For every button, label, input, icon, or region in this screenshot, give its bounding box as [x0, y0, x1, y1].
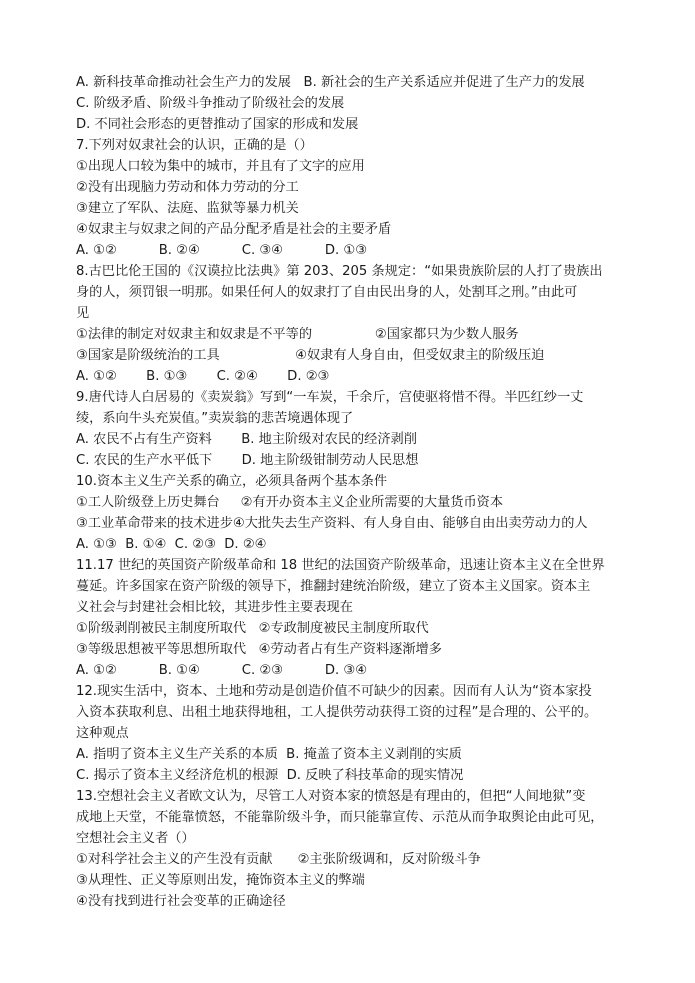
q9-stem-line-1: 9.唐代诗人白居易的《卖炭翁》写到“一车炭，千余斤，宫使驱将惜不得。半匹红纱一丈: [76, 390, 584, 405]
q9-stem-line-2: 绫，系向牛头充炭值。”卖炭翁的悲苦境遇体现了: [76, 411, 354, 426]
q13-statement-4: ④没有找到进行社会变革的正确途径: [76, 894, 286, 909]
q11-stem-line-3: 义社会与封建社会相比较，其进步性主要表现在: [76, 600, 353, 615]
q7-statement-2: ②没有出现脑力劳动和体力劳动的分工: [76, 180, 299, 195]
q7-statement-4: ④奴隶主与奴隶之间的产品分配矛盾是社会的主要矛盾: [76, 222, 392, 237]
q6-option-d: D. 不同社会形态的更替推动了国家的形成和发展: [76, 117, 359, 132]
q12-stem-line-3: 这种观点: [76, 726, 129, 741]
q9-options-cd: C. 农民的生产水平低下 D. 地主阶级钳制劳动人民思想: [76, 453, 419, 468]
q9-options-ab: A. 农民不占有生产资料 B. 地主阶级对农民的经济剥削: [76, 432, 417, 447]
q8-options: A. ①② B. ①③ C. ②④ D. ②③: [76, 369, 330, 384]
q8-stem-line-1: 8.古巴比伦王国的《汉谟拉比法典》第 203、205 条规定：“如果贵族阶层的人打了贵族出: [76, 264, 603, 279]
q13-statement-3: ③从理性、正义等原则出发，掩饰资本主义的弊端: [76, 873, 365, 888]
q10-options: A. ①③ B. ①④ C. ②③ D. ②④: [76, 537, 267, 552]
q12-options-ab: A. 指明了资本主义生产关系的本质 B. 掩盖了资本主义剥削的实质: [76, 747, 462, 762]
q11-stem-line-2: 蔓延。许多国家在资产阶级的领导下，推翻封建统治阶级，建立了资本主义国家。资本主: [76, 579, 591, 594]
q8-stem-line-2: 身的人，须罚银一明那。如果任何人的奴隶打了自由民出身的人，处割耳之刑。”由此可: [76, 285, 578, 300]
q13-stem-line-1: 13.空想社会主义者欧文认为，尽管工人对资本家的愤怒是有理由的，但把“人间地狱”变: [76, 789, 586, 804]
q11-stem-line-1: 11.17 世纪的英国资产阶级革命和 18 世纪的法国资产阶级革命，迅速让资本主义在全世界: [76, 558, 605, 573]
q7-stem: 7.下列对奴隶社会的认识，正确的是（）: [76, 138, 313, 153]
q13-stem-line-2: 成地上天堂，不能靠愤怒，不能靠阶级斗争，而只能靠宣传、示范从而争取舆论由此可见，: [76, 810, 604, 825]
q8-statements-1-2: ①法律的制定对奴隶主和奴隶是不平等的 ②国家都只为少数人服务: [76, 327, 519, 342]
q13-stem-line-3: 空想社会主义者（）: [76, 831, 195, 846]
q12-stem-line-1: 12.现实生活中，资本、土地和劳动是创造价值不可缺少的因素。因而有人认为“资本家投: [76, 684, 592, 699]
q10-stem: 10.资本主义生产关系的确立，必须具备两个基本条件: [76, 474, 388, 489]
q11-statements-3-4: ③等级思想被平等思想所取代 ④劳动者占有生产资料逐渐增多: [76, 642, 442, 657]
q13-statements-1-2: ①对科学社会主义的产生没有贡献 ②主张阶级调和，反对阶级斗争: [76, 852, 481, 867]
q6-option-c: C. 阶级矛盾、阶级斗争推动了阶级社会的发展: [76, 96, 345, 111]
q8-stem-line-3: 见: [76, 306, 90, 321]
q12-stem-line-2: 入资本获取利息、出租土地获得地租，工人提供劳动获得工资的过程”是合理的、公平的。: [76, 705, 598, 720]
q12-options-cd: C. 揭示了资本主义经济危机的根源 D. 反映了科技革命的现实情况: [76, 768, 464, 783]
q10-statements-3-4: ③工业革命带来的技术进步④大批失去生产资料、有人身自由、能够自由出卖劳动力的人: [76, 516, 588, 531]
q6-options-ab: A. 新科技革命推动社会生产力的发展 B. 新社会的生产关系适应并促进了生产力的发展: [76, 75, 585, 90]
q8-statements-3-4: ③国家是阶级统治的工具 ④奴隶有人身自由，但受奴隶主的阶级压迫: [76, 348, 545, 363]
q11-options: A. ①② B. ①④ C. ②③ D. ③④: [76, 663, 368, 678]
q7-statement-3: ③建立了军队、法庭、监狱等暴力机关: [76, 201, 299, 216]
q7-options: A. ①② B. ②④ C. ③④ D. ①③: [76, 243, 368, 258]
q10-statements-1-2: ①工人阶级登上历史舞台 ②有开办资本主义企业所需要的大量货币资本: [76, 495, 504, 510]
q7-statement-1: ①出现人口较为集中的城市，并且有了文字的应用: [76, 159, 365, 174]
q11-statements-1-2: ①阶级剥削被民主制度所取代 ②专政制度被民主制度所取代: [76, 621, 429, 636]
